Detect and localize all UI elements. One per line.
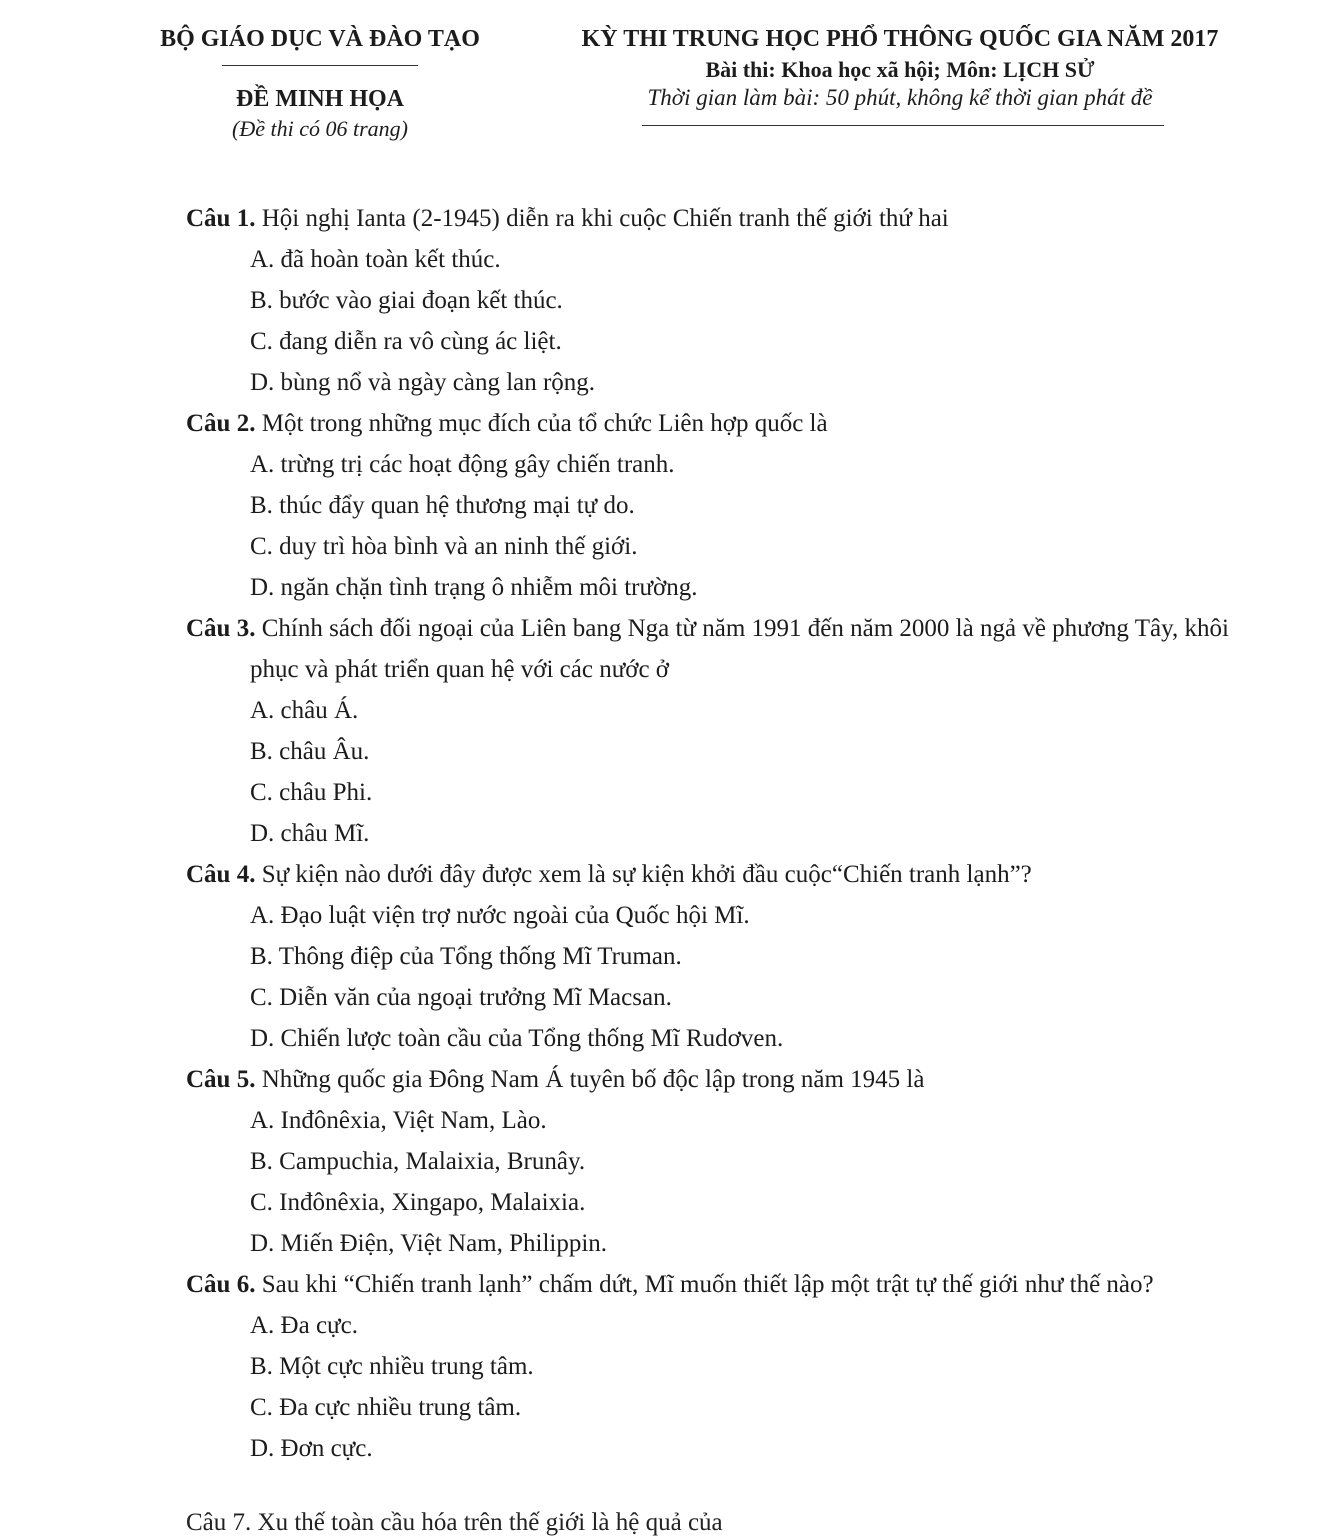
answer-option-b: B. Một cực nhiều trung tâm. [250,1353,534,1380]
question-number: Câu 4. [186,861,256,888]
duration-underline [642,125,1164,126]
question-text: Một trong những mục đích của tổ chức Liên hợp quốc là [261,410,828,437]
header-left [120,26,520,142]
answer-option-c: C. duy trì hòa bình và an ninh thế giới. [250,533,638,560]
answer-option-c: C. đang diễn ra vô cùng ác liệt. [250,328,562,355]
exam-name: KỲ THI TRUNG HỌC PHỔ THÔNG QUỐC GIA NĂM 2017 [581,26,1219,52]
answer-option-b: B. thúc đẩy quan hệ thương mại tự do. [250,492,635,519]
answer-option-c: C. Inđônêxia, Xingapo, Malaixia. [250,1189,586,1216]
question-text: Sau khi “Chiến tranh lạnh” chấm dứt, Mĩ muốn thiết lập một trật tự thế giới như thế nào? [261,1271,1154,1298]
question-stem [186,854,1246,895]
question-number: Câu 3. [186,615,256,642]
question-5 [186,1059,1246,1264]
answer-option-a: A. Inđônêxia, Việt Nam, Lào. [250,1107,547,1134]
question-number: Câu 5. [186,1066,256,1093]
answer-option-d: D. bùng nổ và ngày càng lan rộng. [250,369,596,396]
question-2 [186,403,1246,608]
question-number: Câu 6. [186,1271,256,1298]
answer-option-a: A. Đạo luật viện trợ nước ngoài của Quốc hội Mĩ. [250,902,750,929]
answer-option-c: C. châu Phi. [250,779,373,806]
question-3 [186,608,1246,854]
page-count-note: (Đề thi có 06 trang) [232,116,408,141]
question-stem [186,403,1246,444]
question-stem [186,1264,1246,1305]
question-text: Sự kiện nào dưới đây được xem là sự kiện khởi đầu cuộc“Chiến tranh lạnh”? [261,861,1032,888]
answer-option-d: D. Chiến lược toàn cầu của Tổng thống Mĩ Rudơven. [250,1025,784,1052]
answer-option-b: B. bước vào giai đoạn kết thúc. [250,287,563,314]
answer-option-c: C. Đa cực nhiều trung tâm. [250,1394,522,1421]
question-stem [186,608,1246,690]
answer-option-a: A. châu Á. [250,697,359,724]
question-text: Chính sách đối ngoại của Liên bang Nga từ năm 1991 đến năm 2000 là ngả về phương Tây, khôi phục và phát triển quan hệ với các nước ở [250,615,1229,683]
subject-line: Bài thi: Khoa học xã hội; Môn: LỊCH SỬ [705,57,1095,82]
question-6 [186,1264,1246,1469]
answer-option-d: D. Đơn cực. [250,1435,373,1462]
exam-type: ĐỀ MINH HỌA [236,86,404,112]
duration-line: Thời gian làm bài: 50 phút, không kể thời gian phát đề [647,85,1153,110]
answer-option-c: C. Diễn văn của ngoại trưởng Mĩ Macsan. [250,984,672,1011]
header-right [530,26,1270,111]
question-number: Câu 2. [186,410,256,437]
question-text: Những quốc gia Đông Nam Á tuyên bố độc lập trong năm 1945 là [261,1066,925,1093]
question-1 [186,198,1246,403]
answer-option-d: D. ngăn chặn tình trạng ô nhiễm môi trường. [250,574,698,601]
answer-option-a: A. Đa cực. [250,1312,358,1339]
question-stem [186,198,1246,239]
answer-option-b: B. Thông điệp của Tổng thống Mĩ Truman. [250,943,682,970]
answer-option-a: A. trừng trị các hoạt động gây chiến tranh. [250,451,675,478]
ministry-name: BỘ GIÁO DỤC VÀ ĐÀO TẠO [160,26,480,52]
answer-option-d: D. châu Mĩ. [250,820,370,847]
question-list [186,198,1246,1469]
ministry-underline [222,65,418,66]
question-stem [186,1059,1246,1100]
question-text: Hội nghị Ianta (2-1945) diễn ra khi cuộc Chiến tranh thế giới thứ hai [261,205,949,232]
answer-option-b: B. châu Âu. [250,738,370,765]
answer-option-b: B. Campuchia, Malaixia, Brunây. [250,1148,586,1175]
answer-option-a: A. đã hoàn toàn kết thúc. [250,246,501,273]
next-question-partial: Câu 7. Xu thế toàn cầu hóa trên thế giới là hệ quả của [186,1509,723,1536]
question-number: Câu 1. [186,205,256,232]
question-4 [186,854,1246,1059]
answer-option-d: D. Miến Điện, Việt Nam, Philippin. [250,1230,608,1257]
